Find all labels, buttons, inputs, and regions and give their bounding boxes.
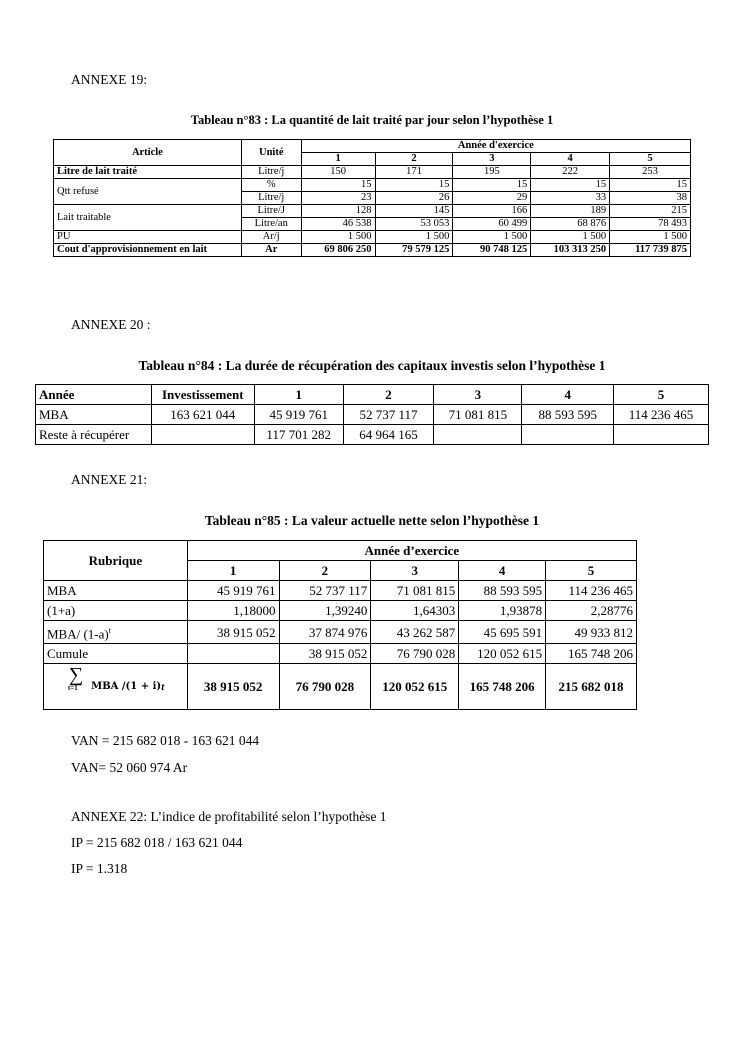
value-cell: 15 [375,179,453,192]
annexe-22-title: ANNEXE 22: L’indice de profitabilité selon l’hypothèse 1 [71,809,387,824]
table-row [44,601,637,621]
table-row [54,179,691,192]
van-result: VAN= 52 060 974 Ar [71,760,188,775]
value-cell: 1,64303 [371,601,459,621]
value-cell: 38 [610,192,691,205]
value-cell: 45 919 761 [187,581,279,601]
ip-formula: IP = 215 682 018 / 163 621 044 [71,835,243,850]
value-cell: 45 919 761 [254,405,343,425]
year-header: 3 [371,561,459,581]
table-85-caption: Tableau n°85 : La valeur actuelle nette selon l’hypothèse 1 [204,513,540,528]
table-85 [43,540,637,710]
value-cell: 26 [375,192,453,205]
row-label: MBA [44,581,188,601]
value-cell: 1 500 [301,231,375,244]
value-cell: 189 [531,205,610,218]
row-label: Cumule [44,644,188,664]
unit-cell: Litre/an [241,218,301,231]
sum-formula-cell [44,664,188,710]
van-formula: VAN = 215 682 018 - 163 621 044 [71,733,260,748]
row-label: Cout d'approvisionnement en lait [54,244,242,257]
year-header: 3 [453,153,531,166]
row-label: Reste à récupérer [36,425,152,445]
value-cell: 43 262 587 [371,621,459,644]
col-header: 2 [343,385,434,405]
value-cell: 68 876 [531,218,610,231]
value-cell: 114 236 465 [614,405,709,425]
value-cell: 45 695 591 [459,621,546,644]
unit-cell: Litre/J [241,205,301,218]
sigma-glyph: ∑ [68,664,84,687]
value-cell: 53 053 [375,218,453,231]
table-84 [35,384,709,445]
value-cell: 120 052 615 [459,644,546,664]
table-row [36,425,709,445]
row-label: Litre de lait traité [54,166,242,179]
value-cell: 15 [301,179,375,192]
unit-cell: Ar/j [241,231,301,244]
row-label-text: MBA/ (1-a) [47,626,109,642]
col-annee-header: Année d'exercice [301,140,690,153]
table-row [44,664,637,710]
value-cell: 1 500 [531,231,610,244]
value-cell: 145 [375,205,453,218]
year-header: 4 [459,561,546,581]
table-row [36,405,709,425]
col-header: 3 [434,385,522,405]
value-cell: 38 915 052 [279,644,371,664]
value-cell: 1,39240 [279,601,371,621]
value-cell: 90 748 125 [453,244,531,257]
value-cell: 165 748 206 [546,644,637,664]
value-cell: 46 538 [301,218,375,231]
value-cell: 171 [375,166,453,179]
col-header: 4 [522,385,614,405]
value-cell: 79 579 125 [375,244,453,257]
table-row [44,644,637,664]
value-cell: 1,93878 [459,601,546,621]
value-cell: 88 593 595 [522,405,614,425]
value-cell: 166 [453,205,531,218]
value-cell: 1 500 [610,231,691,244]
annexe-19-title: ANNEXE 19: [71,72,148,87]
sigma-lower-bound: t=1 [67,684,78,693]
row-label: PU [54,231,242,244]
sum-formula-exponent: t [161,682,165,693]
value-cell: 71 081 815 [434,405,522,425]
value-cell: 165 748 206 [459,664,546,710]
table-row [54,205,691,218]
value-cell: 49 933 812 [546,621,637,644]
unit-cell: Litre/j [241,166,301,179]
empty-cell [614,425,709,445]
value-cell: 117 739 875 [610,244,691,257]
value-cell: 64 964 165 [343,425,434,445]
row-label: Lait traitable [54,205,242,231]
col-header: Investissement [151,385,254,405]
empty-cell [434,425,522,445]
table-83 [53,139,691,257]
table-row [54,231,691,244]
value-cell: 33 [531,192,610,205]
col-unite-header: Unité [241,140,301,166]
row-label-exponent: t [108,626,111,635]
value-cell [187,644,279,664]
value-cell: 120 052 615 [371,664,459,710]
value-cell: 2,28776 [546,601,637,621]
value-cell: 78 493 [610,218,691,231]
year-header: 5 [610,153,691,166]
year-header: 2 [279,561,371,581]
value-cell: 71 081 815 [371,581,459,601]
value-cell: 1 500 [453,231,531,244]
value-cell: 76 790 028 [371,644,459,664]
year-header: 1 [187,561,279,581]
value-cell: 163 621 044 [151,405,254,425]
value-cell: 103 313 250 [531,244,610,257]
value-cell: 195 [453,166,531,179]
annexe-21-title: ANNEXE 21: [71,472,148,487]
table-83-caption: Tableau n°83 : La quantité de lait traité par jour selon l’hypothèse 1 [190,113,554,127]
row-label: MBA [36,405,152,425]
table-row [54,166,691,179]
value-cell: 60 499 [453,218,531,231]
col-header: 1 [254,385,343,405]
value-cell: 15 [453,179,531,192]
value-cell: 52 737 117 [279,581,371,601]
year-header: 1 [301,153,375,166]
value-cell: 117 701 282 [254,425,343,445]
year-header: 5 [546,561,637,581]
value-cell: 1 500 [375,231,453,244]
col-header: Année [36,385,152,405]
value-cell: 253 [610,166,691,179]
value-cell: 38 915 052 [187,664,279,710]
value-cell: 150 [301,166,375,179]
value-cell: 88 593 595 [459,581,546,601]
unit-cell: % [241,179,301,192]
year-header: 2 [375,153,453,166]
value-cell: 215 682 018 [546,664,637,710]
unit-cell: Ar [241,244,301,257]
value-cell: 15 [531,179,610,192]
table-row [54,244,691,257]
col-annee-header: Année d’exercice [187,541,636,561]
row-label: (1+a) [44,601,188,621]
annexe-20-title: ANNEXE 20 : [71,317,151,332]
value-cell: 23 [301,192,375,205]
sigma-symbol [66,664,88,707]
value-cell: 69 806 250 [301,244,375,257]
unit-cell: Litre/j [241,192,301,205]
value-cell: 29 [453,192,531,205]
value-cell: 114 236 465 [546,581,637,601]
row-label [44,621,188,644]
value-cell: 15 [610,179,691,192]
value-cell: 38 915 052 [187,621,279,644]
ip-result: IP = 1.318 [71,861,128,876]
table-row [44,621,637,644]
sum-formula: MBA /(1 + i) [91,681,162,693]
value-cell: 128 [301,205,375,218]
value-cell: 76 790 028 [279,664,371,710]
col-article-header: Article [54,140,242,166]
value-cell: 215 [610,205,691,218]
table-row [44,581,637,601]
value-cell: 1,18000 [187,601,279,621]
year-header: 4 [531,153,610,166]
row-label: Qtt refusé [54,179,242,205]
value-cell: 52 737 117 [343,405,434,425]
col-header: 5 [614,385,709,405]
table-84-caption: Tableau n°84 : La durée de récupération des capitaux investis selon l’hypothèse 1 [138,358,606,373]
empty-cell [522,425,614,445]
empty-cell [151,425,254,445]
value-cell: 37 874 976 [279,621,371,644]
col-rubrique-header: Rubrique [44,541,188,581]
value-cell: 222 [531,166,610,179]
